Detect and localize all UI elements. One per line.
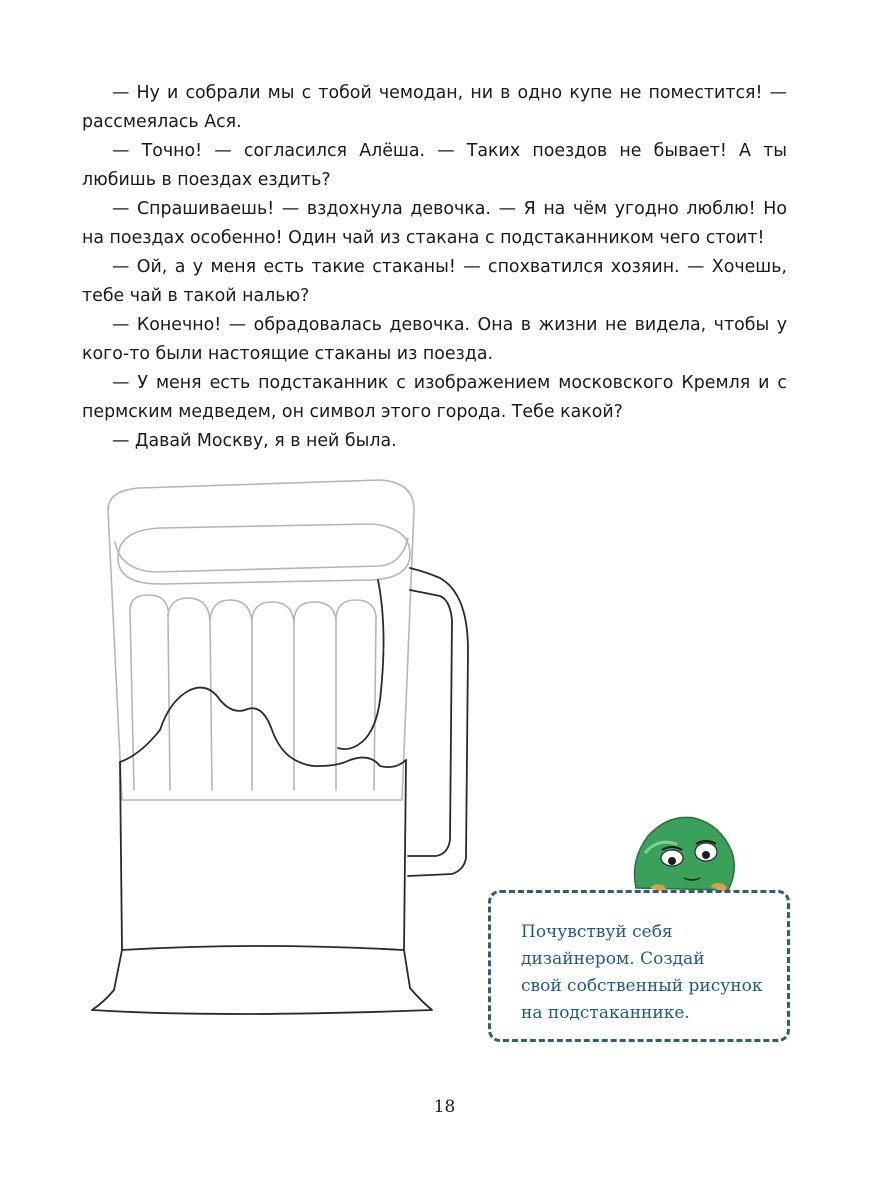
story-paragraph: — Конечно! — обрадовалась девочка. Она в жизни не видела, чтобы у кого-то были настоящие стаканы из поезда. — [82, 315, 787, 364]
holder-outline — [92, 568, 468, 1014]
tip-line: Почувствуй себя — [521, 922, 673, 942]
story-paragraph: — У меня есть подстаканник с изображением московского Кремля и с пермским медведем, он символ этого города. Тебе какой? — [82, 373, 787, 422]
story-text — [82, 79, 787, 456]
tea-glass-in-holder-outline-icon — [80, 470, 480, 1054]
green-frog-mascot-icon — [628, 808, 740, 900]
page-number: 18 — [433, 1097, 456, 1117]
story-paragraph: — Ну и собрали мы с тобой чемодан, ни в одно купе не поместится! — рассмеялась Ася. — [82, 83, 787, 132]
story-paragraph: — Ой, а у меня есть такие стаканы! — спохватился хозяин. — Хочешь, тебе чай в такой налью? — [82, 257, 787, 306]
tip-line: на подстаканнике. — [521, 1003, 690, 1023]
glass-outline — [108, 480, 414, 800]
story-paragraph: — Точно! — согласился Алёша. — Таких поездов не бывает! А ты любишь в поездах ездить? — [82, 141, 787, 190]
story-paragraph: — Давай Москву, я в ней была. — [112, 431, 397, 451]
story-paragraph: — Спрашиваешь! — вздохнула девочка. — Я на чём угодно люблю! Но на поездах особенно! Один чай из стакана с подстаканником чего стоит! — [82, 199, 787, 248]
tip-line: дизайнером. Создай — [521, 949, 705, 969]
design-tip-box — [488, 890, 790, 1042]
tip-line: свой собственный рисунок — [521, 976, 763, 996]
